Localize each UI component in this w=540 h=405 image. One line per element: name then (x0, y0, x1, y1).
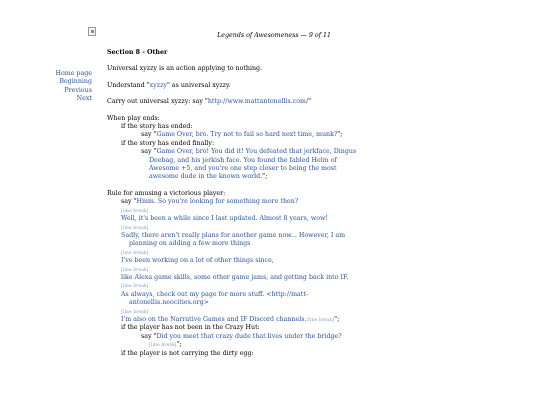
quoted-text: Game Over, bro! You did it! You defeated that jerkface, Dingus Deebag, and his jerkish face. You found the fabled Helm of Awesome +5, and you're one step closer to being the most awesome dude in the known world. (149, 148, 357, 181)
nav-previous-link[interactable]: Previous (64, 86, 92, 94)
line-break-tag: [line break] (121, 207, 149, 213)
code-line: Carry out universal xyzzy: say "http://www.mattantonellis.com/" (107, 98, 312, 106)
quoted-text: Game Over, bro. Try not to fail so hard next time, munk? (156, 131, 338, 139)
broken-image-icon (88, 27, 96, 36)
code-line: if the player is not carrying the dirty egg: (121, 349, 254, 357)
side-navigation (40, 70, 92, 104)
code-line: say "Did you meet that crazy dude that lives under the bridge? (141, 332, 342, 340)
nav-home-link[interactable]: Home page (55, 70, 92, 77)
quoted-text: Well, it's been a while since I last updated. Almost 8 years, wow! (121, 215, 328, 223)
code-line: Rule for amusing a victorious player: (107, 189, 226, 197)
code-line: say "Game Over, bro. Try not to fail so hard next time, munk?"; (141, 131, 343, 139)
code-line: if the story has ended finally: (121, 139, 215, 147)
quoted-text: I've been working on a lot of other things since, (121, 257, 274, 265)
line-break-tag: [line break] (121, 224, 149, 230)
quoted-text: Did you meet that crazy dude that lives under the bridge? (156, 332, 342, 340)
nav-beginning-link[interactable]: Beginning (59, 78, 92, 86)
code-line: say "Game Over, bro! You did it! You defeated that jerkface, Dingus Deebag, and his jerkish face. You found the fabled Helm of Awesome +5, and you're one step closer to being the most awesome dude in the known world."; (141, 148, 357, 181)
code-line: [line break]"; (149, 341, 182, 349)
quoted-text: As always, check out my page for more stuff. <http://matt-antonellis.neocities.org> (121, 290, 308, 307)
quoted-text: Hmm. So you're looking for something more then? (136, 198, 299, 206)
line-break-tag: [line break] (121, 249, 149, 255)
code-line: I'm also on the Narrative Games and IF Discord channels.[line break]"; (121, 315, 340, 323)
line-break-tag: [line break] (121, 308, 149, 314)
line-break-tag: [line break] (121, 266, 149, 272)
source-text (107, 49, 367, 358)
quoted-text: http://www.mattantonellis.com/ (207, 98, 309, 106)
code-line: if the story has ended: (121, 123, 193, 131)
code-line: Understand "xyzzy" as universal xyzzy. (107, 81, 231, 89)
quoted-text: like Alexa game skills, some other game jams, and getting back into IF. (121, 273, 349, 281)
quoted-text: xyzzy (149, 81, 167, 89)
code-line: say "Hmm. So you're looking for something more then? (121, 198, 299, 206)
code-line: Universal xyzzy is an action applying to nothing. (107, 65, 263, 73)
code-line: When play ends: (107, 114, 160, 122)
quoted-text: I'm also on the Narrative Games and IF Discord channels. (121, 315, 307, 323)
section-title: Section 8 - Other (107, 49, 168, 56)
quoted-text: Sadly, there aren't really plans for another game now... However, I am planning on adding a few more things (121, 231, 346, 248)
line-break-tag: [line break] (149, 342, 177, 348)
line-break-tag: [line break] (121, 283, 149, 289)
nav-next-link[interactable]: Next (76, 95, 92, 103)
page-header-title: Legends of Awesomeness — 9 of 11 (217, 32, 331, 39)
code-line: if the player has not been in the Crazy Hut: (121, 324, 260, 332)
line-break-tag: [line break] (306, 316, 335, 322)
